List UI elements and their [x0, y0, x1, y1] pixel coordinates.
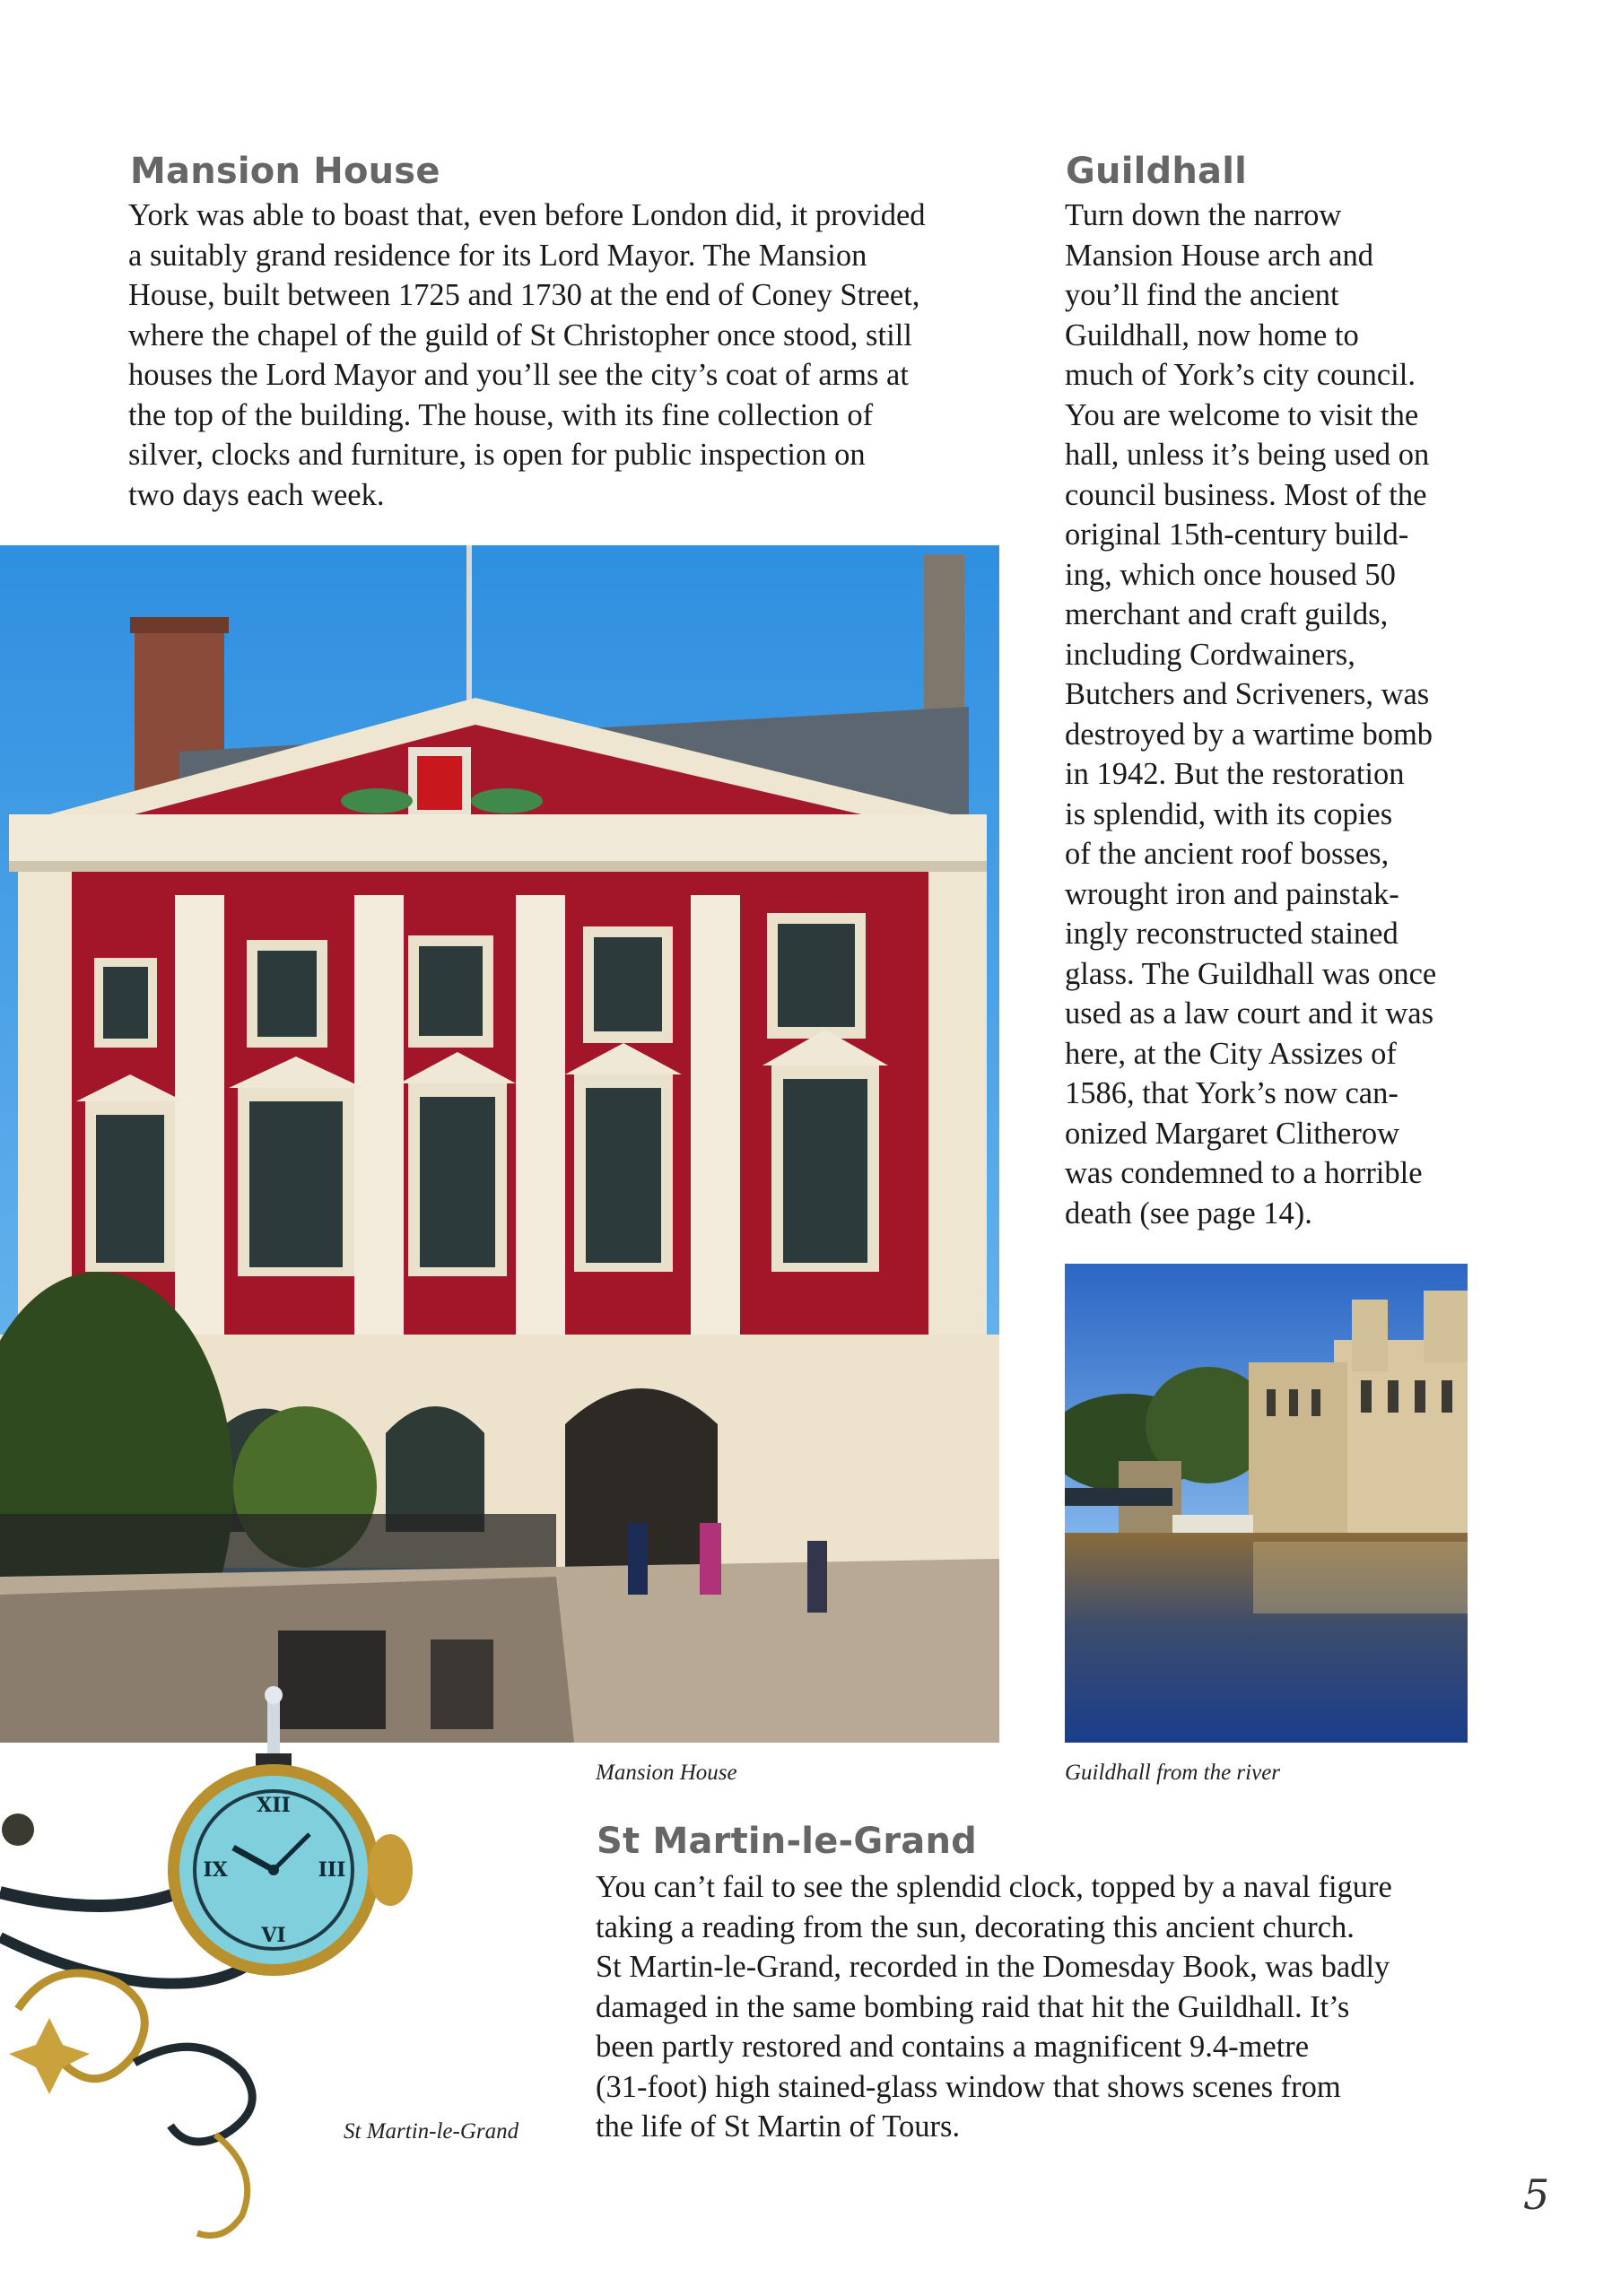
- text-line: ingly reconstructed stained: [1065, 917, 1399, 951]
- svg-text:VI: VI: [261, 1924, 286, 1947]
- page-number: 5: [1523, 2170, 1550, 2219]
- svg-text:IX: IX: [203, 1858, 228, 1882]
- text-line: where the chapel of the guild of St Christopher once stood, still: [128, 317, 912, 352]
- text-line: onized Margaret Clitherow: [1065, 1116, 1399, 1151]
- guildhall-heading: Guildhall: [1066, 151, 1248, 192]
- text-line: Mansion House arch and: [1065, 238, 1373, 273]
- text-line: (31-foot) high stained-glass window that shows scenes from: [596, 2069, 1341, 2104]
- text-line: You are welcome to visit the: [1065, 397, 1419, 432]
- text-line: houses the Lord Mayor and you’ll see the city’s coat of arms at: [128, 358, 909, 392]
- text-line: the life of St Martin of Tours.: [596, 2109, 961, 2144]
- text-line: ing, which once housed 50: [1065, 557, 1396, 592]
- guildhall-caption: Guildhall from the river: [1065, 1761, 1281, 1785]
- mansion-house-caption: Mansion House: [596, 1761, 737, 1785]
- st-martin-paragraph: [596, 1867, 1493, 2147]
- text-line: silver, clocks and furniture, is open for public inspection on: [128, 438, 866, 472]
- text-line: hall, unless it’s being used on: [1065, 438, 1430, 472]
- text-line: two days each week.: [128, 477, 385, 512]
- text-line: including Cordwainers,: [1065, 637, 1355, 672]
- text-line: the top of the building. The house, with its fine collection of: [128, 397, 874, 432]
- text-line: a suitably grand residence for its Lord Mayor. The Mansion: [128, 238, 867, 273]
- text-line: York was able to boast that, even before London did, it provided: [128, 198, 926, 232]
- text-line: wrought iron and painstak-: [1065, 876, 1399, 911]
- mansion-house-heading: Mansion House: [130, 151, 440, 192]
- text-line: St Martin-le-Grand, recorded in the Domesday Book, was badly: [596, 1950, 1390, 1984]
- text-line: merchant and craft guilds,: [1065, 597, 1389, 631]
- svg-text:XII: XII: [257, 1794, 291, 1817]
- text-line: death (see page 14).: [1065, 1196, 1312, 1231]
- st-martin-heading: St Martin-le-Grand: [597, 1821, 977, 1862]
- text-line: 1586, that York’s now can-: [1065, 1076, 1399, 1110]
- text-line: Turn down the narrow: [1065, 198, 1342, 232]
- text-line: taking a reading from the sun, decorating this ancient church.: [596, 1909, 1355, 1944]
- text-line: You can’t fail to see the splendid clock, topped by a naval figure: [596, 1870, 1392, 1904]
- text-line: much of York’s city council.: [1065, 358, 1416, 392]
- text-line: glass. The Guildhall was once: [1065, 956, 1437, 991]
- st-martin-caption: St Martin-le-Grand: [344, 2119, 519, 2144]
- guildhall-paragraph: [1065, 196, 1567, 1233]
- text-line: used as a law court and it was: [1065, 996, 1434, 1031]
- text-line: in 1942. But the restoration: [1065, 757, 1405, 791]
- text-line: Guildhall, now home to: [1065, 317, 1359, 352]
- text-line: original 15th-century build-: [1065, 517, 1409, 552]
- mansion-house-paragraph: [128, 196, 1007, 515]
- text-line: council business. Most of the: [1065, 477, 1427, 512]
- text-line: of the ancient roof bosses,: [1065, 837, 1390, 871]
- text-line: destroyed by a wartime bomb: [1065, 717, 1433, 752]
- text-line: was condemned to a horrible: [1065, 1156, 1423, 1190]
- svg-text:III: III: [318, 1858, 346, 1882]
- text-line: you’ll find the ancient: [1065, 278, 1339, 312]
- text-line: here, at the City Assizes of: [1065, 1036, 1397, 1071]
- guildhall-river-photo: [1065, 1264, 1468, 1743]
- st-martin-clock-photo: [0, 1686, 431, 2260]
- text-line: House, built between 1725 and 1730 at the end of Coney Street,: [128, 278, 920, 312]
- text-line: been partly restored and contains a magnificent 9.4-metre: [596, 2030, 1310, 2064]
- text-line: Butchers and Scriveners, was: [1065, 677, 1430, 711]
- mansion-house-photo: [0, 545, 999, 1743]
- text-line: is splendid, with its copies: [1065, 796, 1393, 831]
- text-line: damaged in the same bombing raid that hit the Guildhall. It’s: [596, 1989, 1350, 2024]
